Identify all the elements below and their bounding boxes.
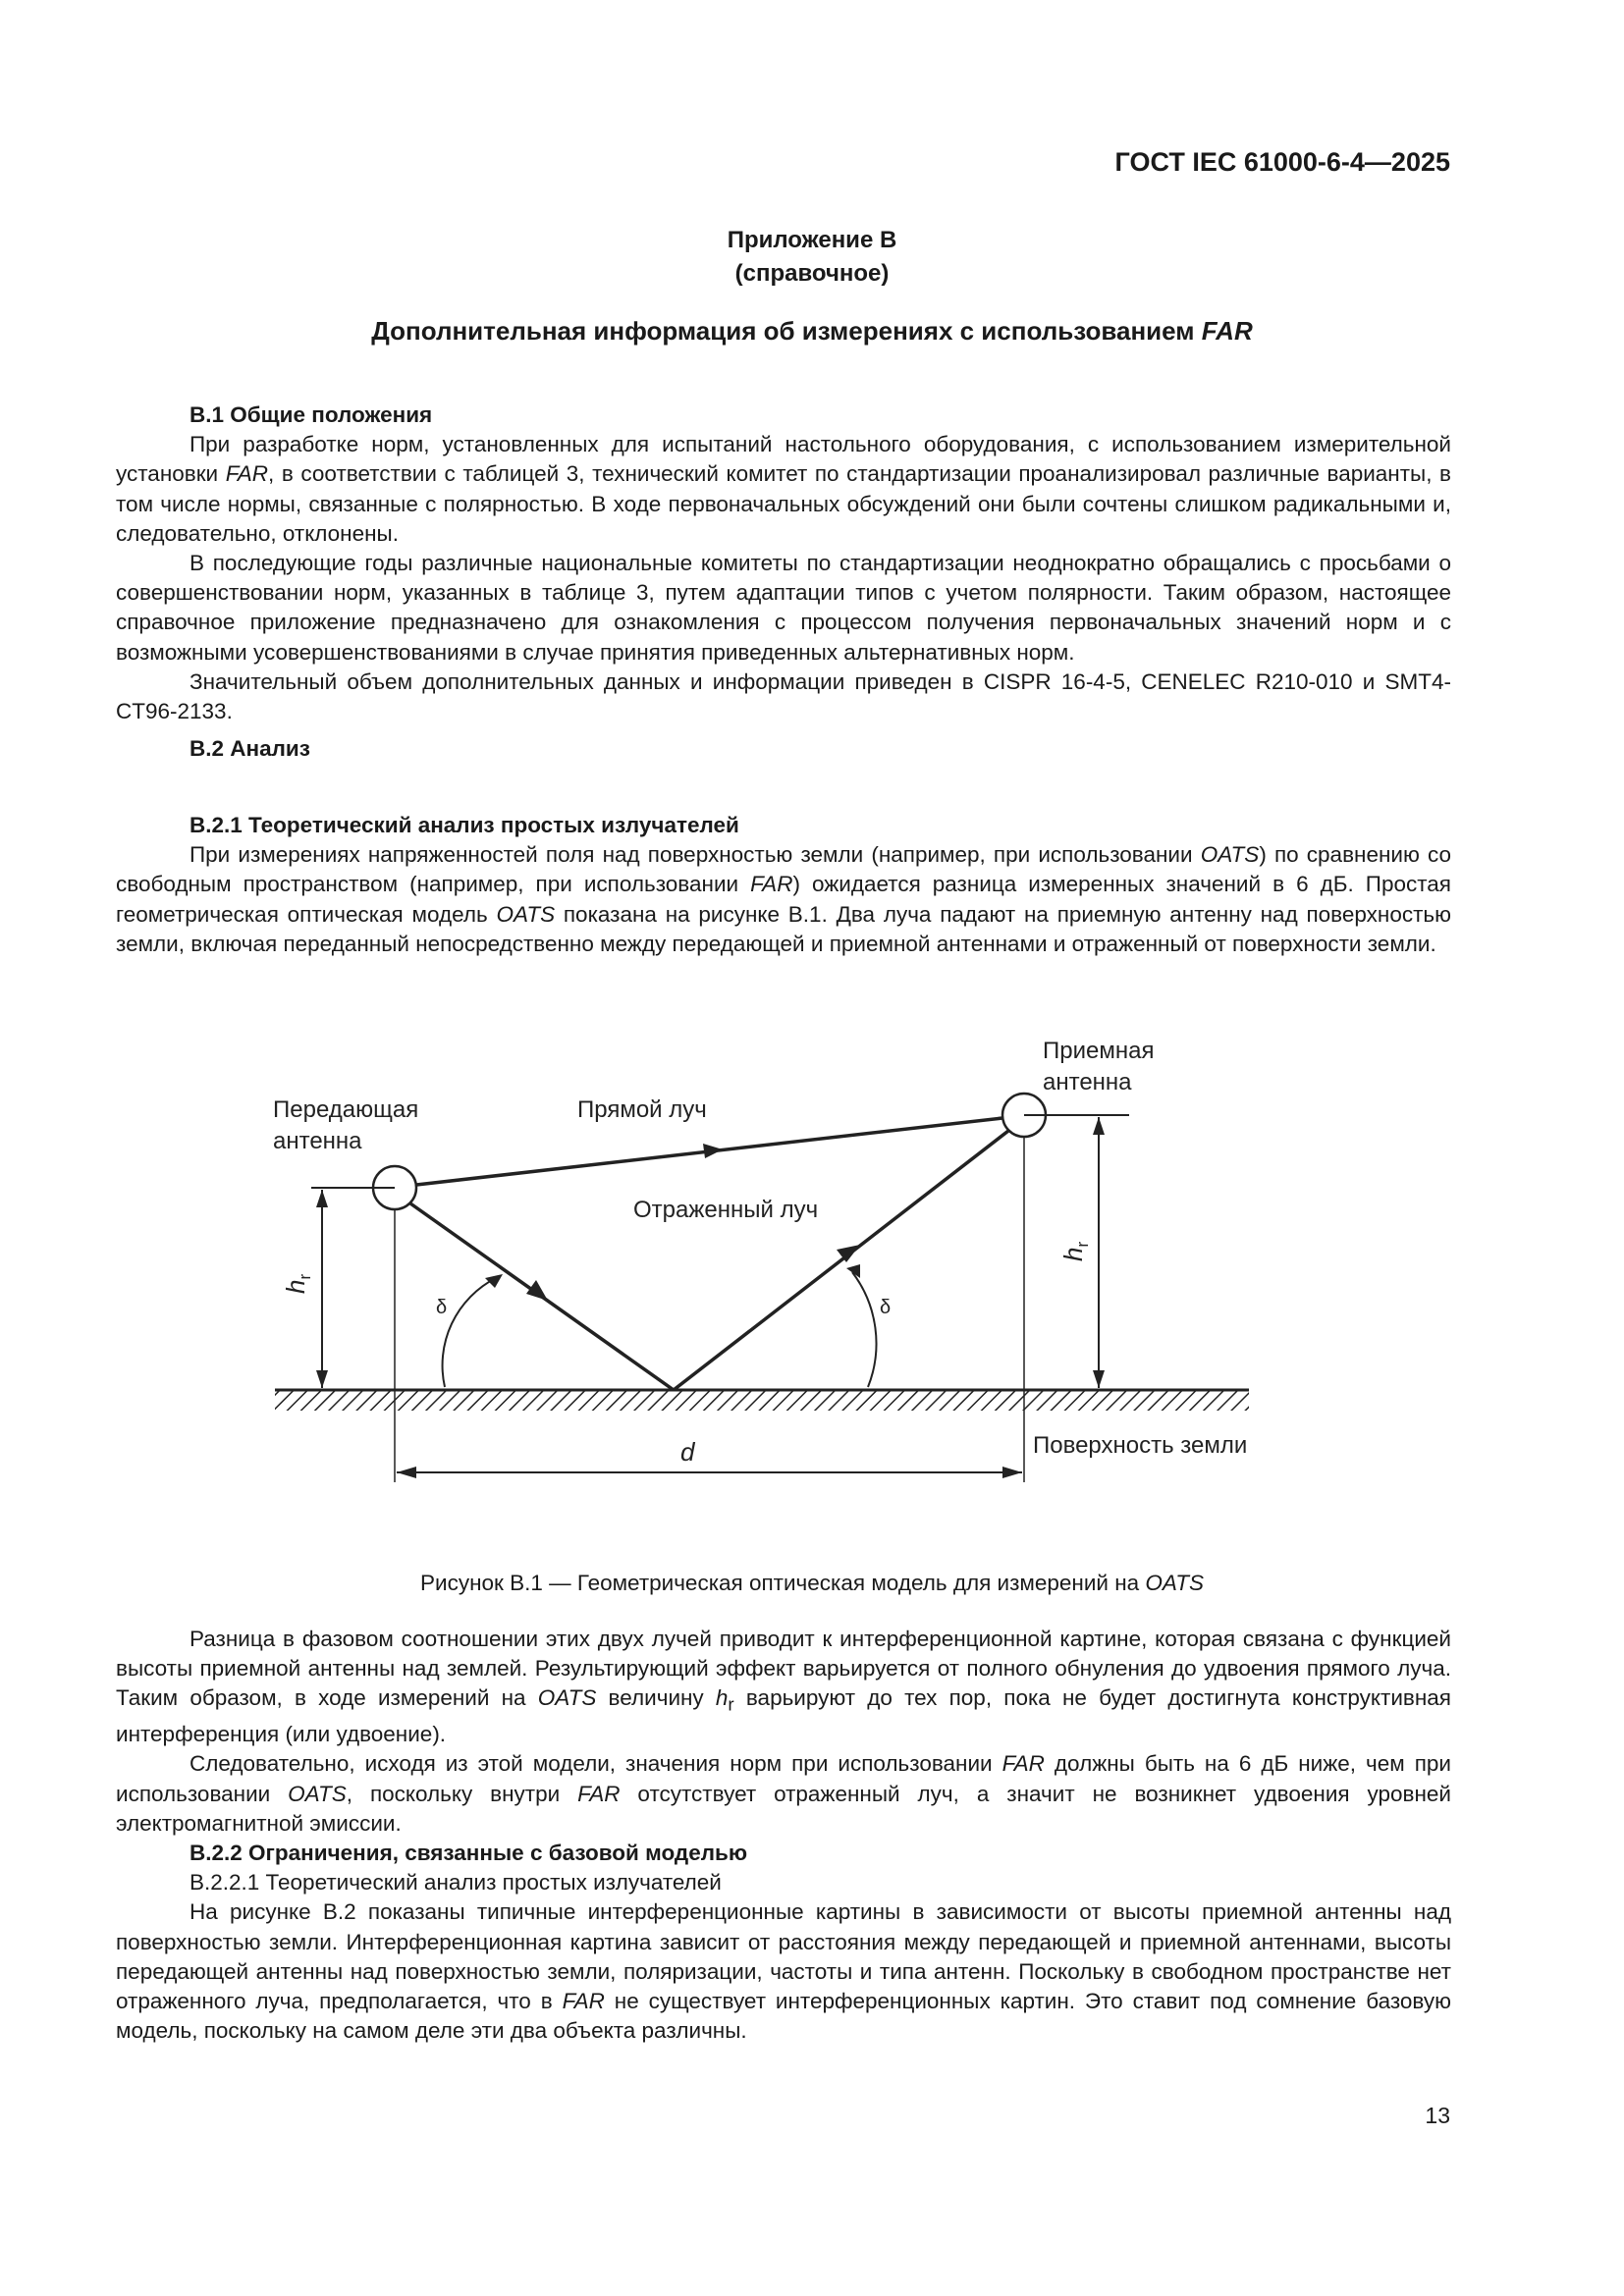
angle-label: δ bbox=[436, 1297, 448, 1318]
paragraph: Следовательно, исходя из этой модели, значения норм при использовании FAR должны быть на 6 дБ ниже, чем при использовании OATS, поскольку внутри FAR отсутствует отраженный луч, а значит не возникнет удвоения уровней электромагнитной эмиссии. bbox=[116, 1751, 1451, 1836]
paragraph: Разница в фазовом соотношении этих двух лучей приводит к интерференционной картине, которая связана с функцией высоты приемной антенны над землей. Результирующий эффект варьируется от полного обнуления до удвоения прямого луча. Таким образом, в ходе измерений на OATS величину $h_r$ варьируют до тех пор, пока не будет достигнута конструктивная интерференция (или удвоение). bbox=[116, 1627, 1451, 1747]
paragraph: Значительный объем дополнительных данных и информации приведен в CISPR 16-4-5, CENELEC R210-010 и SMT4-CT96-2133. bbox=[116, 668, 1451, 724]
paragraph: При разработке норм, установленных для испытаний настольного оборудования, с использованием измерительной установки FAR, в соответствии с таблицей 3, технический комитет по стандартизации проанализировал различные варианты, в том числе нормы, связанные с полярностью. В ходе первоначальных обсуждений они были сочтены слишком радикальными и, следовательно, отклонены. bbox=[116, 432, 1451, 546]
clause-heading: В.2.2.1 Теоретический анализ простых излучателей bbox=[189, 1870, 722, 1896]
paragraph: На рисунке В.2 показаны типичные интерференционные картины в зависимости от высоты приемной антенны над поверхностью земли. Интерференционная картина зависит от расстояния между передающей и приемной антеннами, высоты передающей антенны над поверхностью земли, поляризации, частоты и типа антенн. Поскольку в свободном пространстве нет отраженного луча, предполагается, что в FAR не существует интерференционных картин. Это ставит под сомнение базовую модель, поскольку на самом деле эти два объекта различны. bbox=[116, 1899, 1451, 2044]
section-heading: В.2 Анализ bbox=[189, 736, 310, 762]
section-heading: В.1 Общие положения bbox=[189, 402, 433, 427]
appendix-type: (справочное) bbox=[734, 260, 890, 287]
height-label: $h_r$ bbox=[1058, 1241, 1092, 1261]
receive-antenna-label: антенна bbox=[1043, 1069, 1132, 1095]
ground-hatching bbox=[275, 1391, 1249, 1411]
section-b1 bbox=[116, 400, 1451, 764]
incident-angle-arc bbox=[443, 1278, 496, 1387]
paragraph: В последующие годы различные национальные комитеты по стандартизации неоднократно обращались с просьбами о совершенствовании норм, указанных в таблице 3, путем адаптации типов с учетом полярности. Таким образом, настоящее справочное приложение предназначено для ознакомления с процессом получения первоначальных значений норм и с возможными усовершенствованиями в случае принятия приведенных альтернативных норм. bbox=[116, 551, 1451, 665]
appendix-title bbox=[0, 224, 1624, 291]
page-number: 13 bbox=[1425, 2103, 1450, 2128]
reflected-ray-label: Отраженный луч bbox=[633, 1197, 819, 1223]
figure-caption: Рисунок В.1 — Геометрическая оптическая модель для измерений на OATS bbox=[420, 1571, 1204, 1595]
distance-label: d bbox=[680, 1437, 695, 1467]
angle-label: δ bbox=[880, 1297, 892, 1318]
section-b21-continued bbox=[116, 1625, 1451, 2046]
subsection-heading: В.2.2 Ограничения, связанные с базовой моделью bbox=[189, 1840, 748, 1865]
page-title: Дополнительная информация об измерениях с использованием FAR bbox=[371, 316, 1253, 346]
appendix-name: Приложение В bbox=[727, 227, 897, 253]
transmit-antenna-label: антенна bbox=[273, 1128, 362, 1154]
ground-surface-label: Поверхность земли bbox=[1033, 1432, 1248, 1459]
transmit-antenna-label: Передающая bbox=[273, 1096, 419, 1123]
reflection-angle-arc bbox=[852, 1272, 876, 1387]
receive-antenna-label: Приемная bbox=[1043, 1038, 1155, 1064]
section-b21 bbox=[116, 785, 1451, 959]
subsection-heading: В.2.1 Теоретический анализ простых излучателей bbox=[189, 813, 739, 837]
paragraph: При измерениях напряженностей поля над поверхностью земли (например, при использовании OATS) по сравнению со свободным пространством (например, при использовании FAR) ожидается разница измеренных значений в 6 дБ. Простая геометрическая оптическая модель OATS показана на рисунке В.1. Два луча падают на приемную антенну над поверхностью земли, включая переданный непосредственно между передающей и приемной антеннами и отраженный от поверхности земли. bbox=[116, 842, 1452, 956]
document-header: ГОСТ IEC 61000-6-4—2025 bbox=[1114, 147, 1450, 177]
height-label: $h_r$ bbox=[281, 1273, 314, 1294]
figure-b1-diagram bbox=[245, 1021, 1326, 1551]
direct-ray-label: Прямой луч bbox=[577, 1096, 707, 1123]
